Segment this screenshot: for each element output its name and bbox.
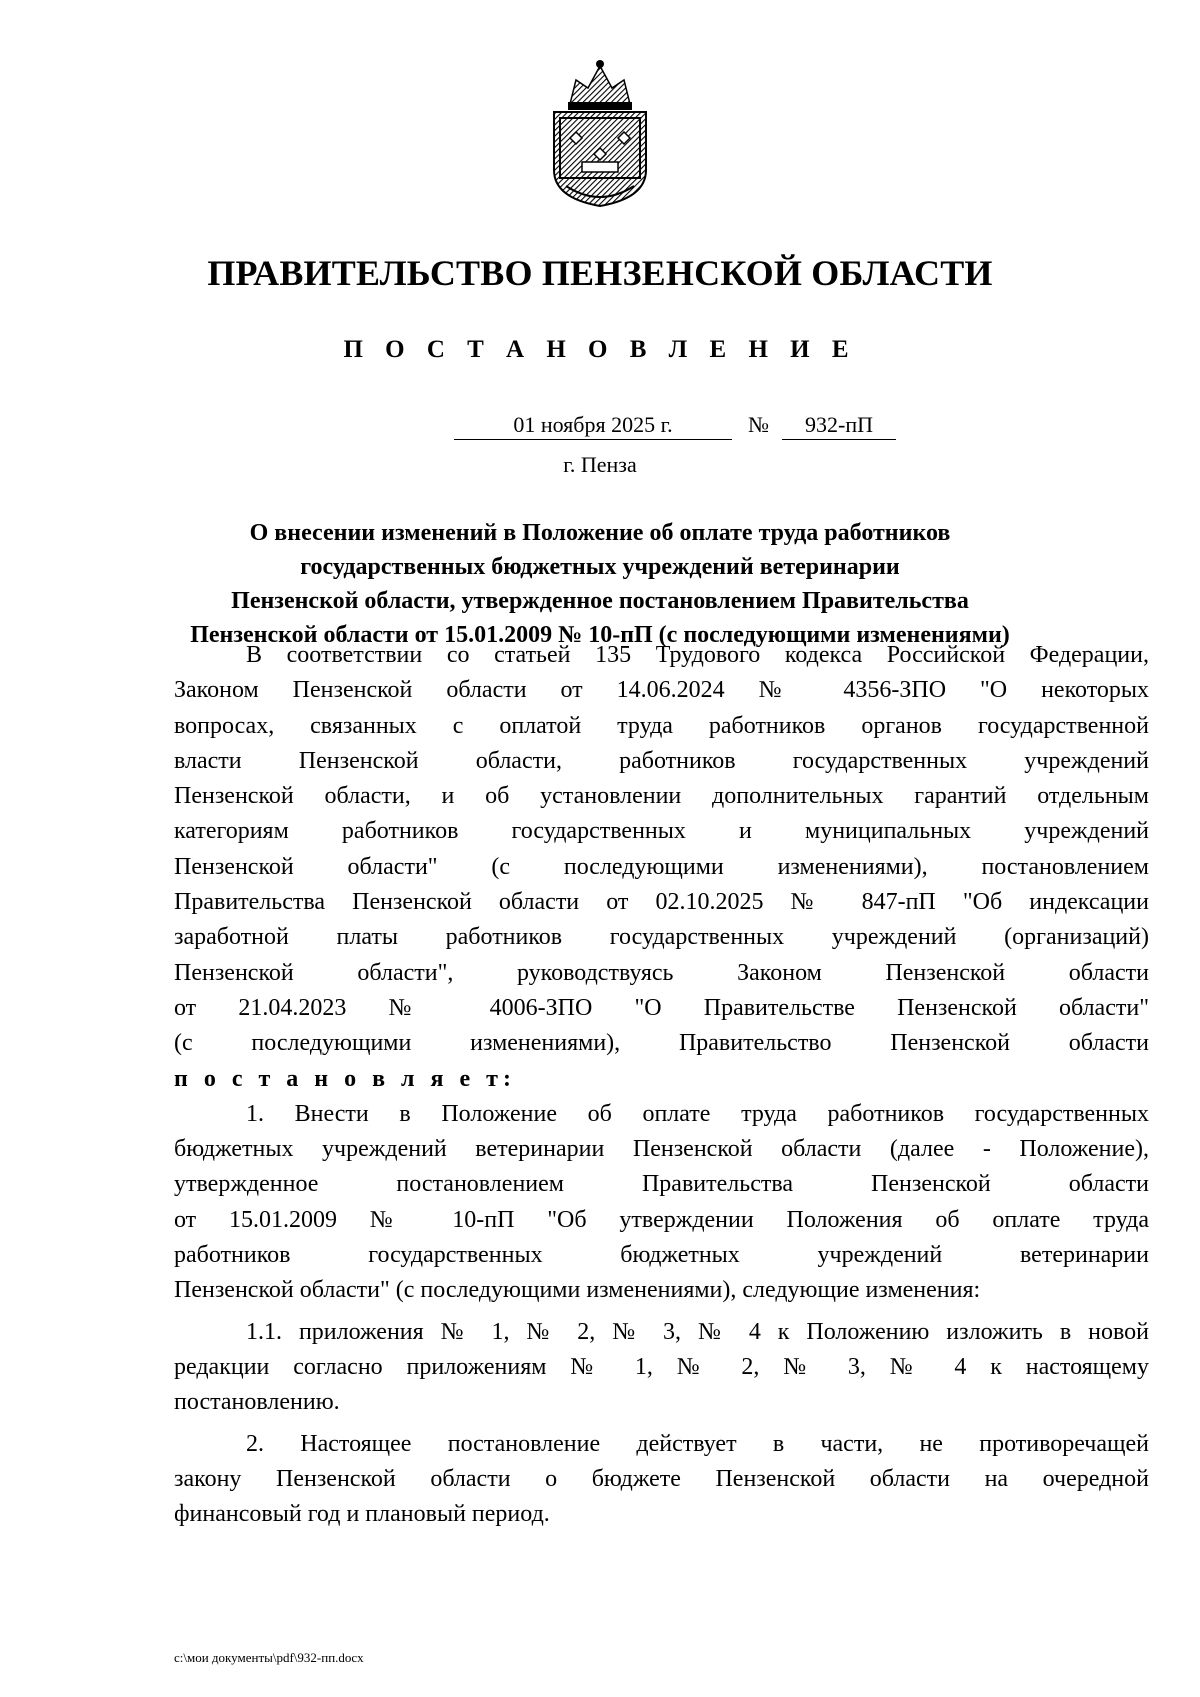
preamble-line: заработной платы работников государственных учреждений (организаций) [174,924,1149,951]
preamble-line: власти Пензенской области, работников государственных учреждений [174,747,1149,774]
government-title: ПРАВИТЕЛЬСТВО ПЕНЗЕНСКОЙ ОБЛАСТИ [207,253,993,293]
item1-1-line: 1.1. приложения № 1, № 2, № 3, № 4 к Положению изложить в новой [246,1318,1149,1345]
document-type: П О С Т А Н О В Л Е Н И Е [343,336,857,363]
item1-line: Пензенской области" (с последующими изменениями), следующие изменения: [174,1277,981,1304]
preamble-line: Законом Пензенской области от 14.06.2024 № 4356-ЗПО "О некоторых [174,677,1149,704]
document-subject [150,516,1050,652]
item1-1-line: редакции согласно приложениям № 1, № 2, № 3, № 4 к настоящему [174,1353,1149,1380]
preamble-line: (с последующими изменениями), Правительство Пензенской области [174,1030,1149,1057]
item2-line: финансовый год и плановый период. [174,1501,550,1528]
preamble-line: вопросах, связанных с оплатой труда работников органов государственной [174,712,1149,739]
city: г. Пенза [563,452,637,477]
file-path-footer: c:\мои документы\pdf\932-пп.docx [174,1650,364,1665]
item1-line: утвержденное постановлением Правительства Пензенской области [174,1171,1149,1198]
preamble-line: Пензенской области, и об установлении дополнительных гарантий отдельным [174,783,1149,810]
preamble-line: В соответствии со статьей 135 Трудового кодекса Российской Федерации, [246,642,1149,668]
coat-of-arms-emblem [536,58,664,208]
item2-line: закону Пензенской области о бюджете Пензенской области на очередной [174,1465,1149,1492]
preamble-line: Правительства Пензенской области от 02.10.2025 № 847-пП "Об индексации [174,889,1149,916]
subject-line: Пензенской области, утвержденное постановлением Правительства [231,588,969,614]
preamble-line: Пензенской области" (с последующими изменениями), постановлением [174,853,1149,880]
subject-line: государственных бюджетных учреждений ветеринарии [300,554,900,580]
item1-line: работников государственных бюджетных учреждений ветеринарии [174,1242,1149,1269]
subject-line: Пензенской области от 15.01.2009 № 10-пП (с последующими изменениями) [190,622,1010,648]
document-number: 932-пП [782,411,896,440]
number-sign: № [748,412,769,437]
preamble-line: Пензенской области", руководствуясь Законом Пензенской области [174,959,1149,986]
item1-line: 1. Внести в Положение об оплате труда работников государственных [246,1100,1149,1127]
preamble-line: категориям работников государственных и муниципальных учреждений [174,818,1149,845]
item1-line: от 15.01.2009 № 10-пП "Об утверждении Положения об оплате труда [174,1206,1149,1233]
document-body [174,638,1149,1532]
item2-line: 2. Настоящее постановление действует в части, не противоречащей [246,1430,1149,1457]
preamble-line: от 21.04.2023 № 4006-ЗПО "О Правительстве Пензенской области" [174,994,1149,1021]
resolves-word: п о с т а н о в л я е т: [174,1065,516,1092]
subject-line: О внесении изменений в Положение об оплате труда работников [249,520,951,546]
item1-line: бюджетных учреждений ветеринарии Пензенской области (далее - Положение), [174,1136,1149,1163]
item1-1-line: постановлению. [174,1389,340,1416]
document-date: 01 ноября 2025 г. [454,411,732,440]
